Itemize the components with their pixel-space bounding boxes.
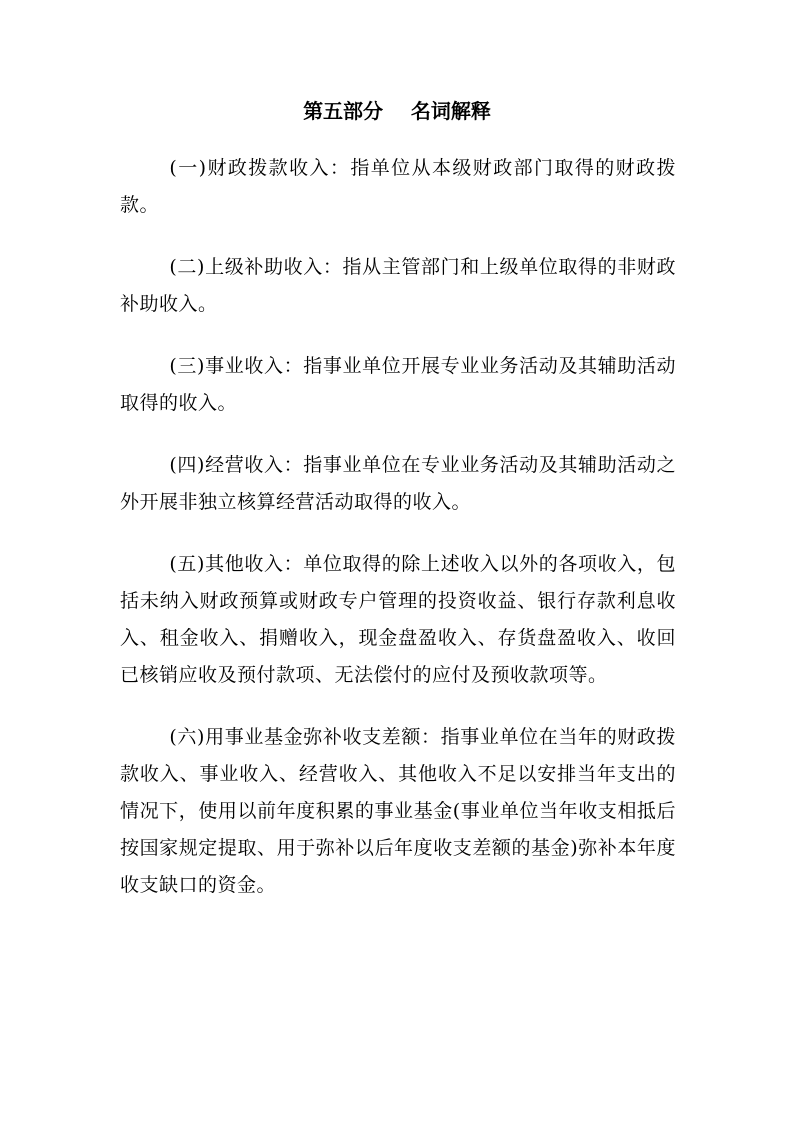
definition-paragraph-4: (四)经营收入：指事业单位在专业业务活动及其辅助活动之外开展非独立核算经营活动取得的收入。 [120, 454, 676, 513]
page-title: 第五部分 名词解释 [303, 99, 491, 123]
definition-paragraph-6: (六)用事业基金弥补收支差额：指事业单位在当年的财政拨款收入、事业收入、经营收入、其他收入不足以安排当年支出的情况下，使用以前年度积累的事业基金(事业单位当年收支相抵后按国家规定提取、用于弥补以后年度收支差额的基金)弥补本年度收支缺口的资金。 [120, 726, 676, 896]
document-body [120, 150, 676, 929]
definition-paragraph-2: (二)上级补助收入：指从主管部门和上级单位取得的非财政补助收入。 [120, 256, 676, 315]
definition-paragraph-3: (三)事业收入：指事业单位开展专业业务活动及其辅助活动取得的收入。 [120, 355, 676, 414]
definition-paragraph-1: (一)财政拨款收入：指单位从本级财政部门取得的财政拨款。 [120, 157, 676, 216]
definition-paragraph-5: (五)其他收入：单位取得的除上述收入以外的各项收入，包括未纳入财政预算或财政专户管理的投资收益、银行存款利息收入、租金收入、捐赠收入，现金盘盈收入、存货盘盈收入、收回已核销应收及预付款项、无法偿付的应付及预收款项等。 [120, 553, 676, 686]
